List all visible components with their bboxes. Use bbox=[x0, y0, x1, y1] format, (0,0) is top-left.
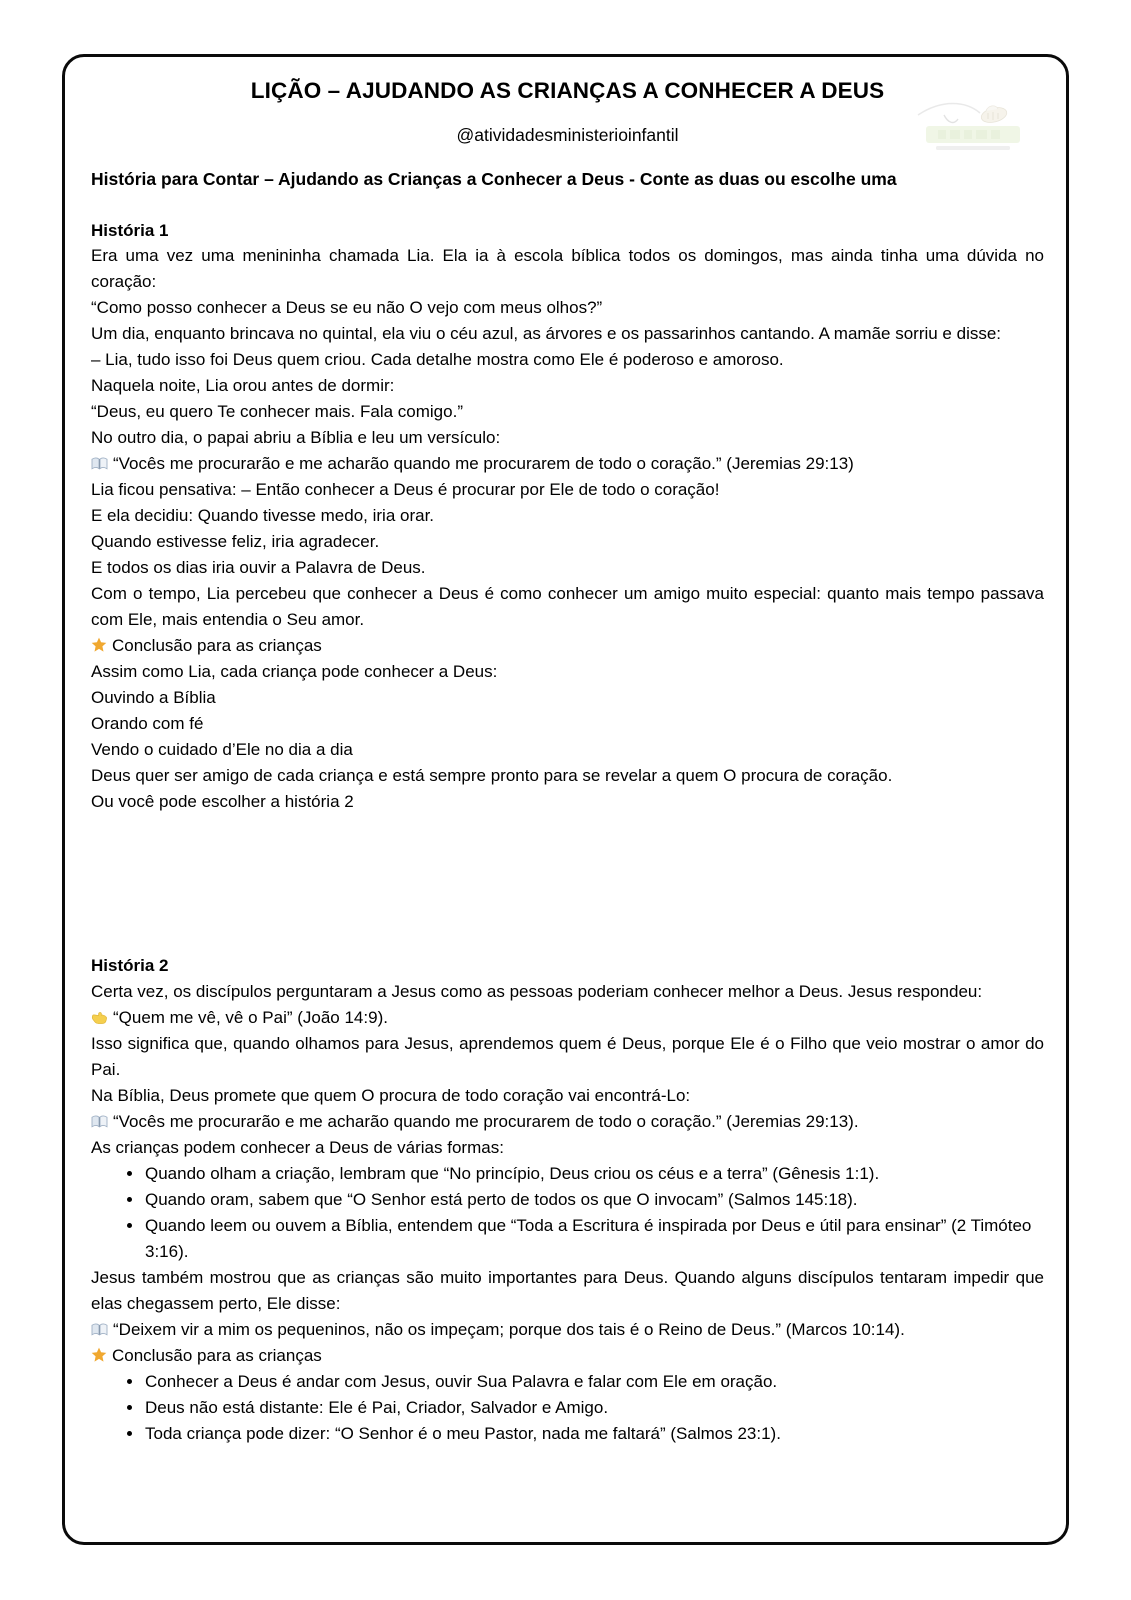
section-spacer bbox=[91, 815, 1044, 927]
story-1-conclusion-heading-line bbox=[91, 633, 1044, 659]
list-item: Deus não está distante: Ele é Pai, Criador, Salvador e Amigo. bbox=[125, 1395, 1044, 1421]
list-item: Quando olham a criação, lembram que “No princípio, Deus criou os céus e a terra” (Gênesis 1:1). bbox=[125, 1161, 1044, 1187]
story-1-line: E ela decidiu: Quando tivesse medo, iria orar. bbox=[91, 506, 435, 526]
story-2-conclusion-heading-line bbox=[91, 1343, 1044, 1369]
story-1-line: Um dia, enquanto brincava no quintal, ela viu o céu azul, as árvores e os passarinhos cantando. A mamãe sorriu e disse: bbox=[91, 324, 1002, 344]
verse-text: “Deixem vir a mim os pequeninos, não os impeçam; porque dos tais é o Reino de Deus.” (Marcos 10:14). bbox=[113, 1319, 905, 1339]
story-2-bible-verse-line bbox=[91, 1109, 1044, 1135]
verse-text: “Vocês me procurarão e me acharão quando me procurarem de todo o coração.” (Jeremias 29:13) bbox=[113, 454, 854, 474]
story-1-line: Naquela noite, Lia orou antes de dormir: bbox=[91, 376, 395, 396]
story-1-line: Com o tempo, Lia percebeu que conhecer a Deus é como conhecer um amigo muito especial: quanto mais tempo passava com Ele, mais entendia o Seu amor. bbox=[91, 584, 1044, 630]
star-icon bbox=[91, 1347, 107, 1363]
conclusion-heading-text: Conclusão para as crianças bbox=[112, 636, 322, 656]
list-item: Conhecer a Deus é andar com Jesus, ouvir Sua Palavra e falar com Ele em oração. bbox=[125, 1369, 1044, 1395]
story-1-conclusion-line: Deus quer ser amigo de cada criança e está sempre pronto para se revelar a quem O procura de coração. bbox=[91, 766, 893, 786]
story-1-heading: História 1 bbox=[91, 220, 169, 240]
document-page-border bbox=[62, 54, 1069, 1545]
story-2-ways-list bbox=[91, 1161, 1044, 1265]
story-1-line: “Como posso conhecer a Deus se eu não O vejo com meus olhos?” bbox=[91, 298, 603, 318]
list-item: Quando leem ou ouvem a Bíblia, entendem que “Toda a Escritura é inspirada por Deus e útil para ensinar” (2 Timóteo 3:16). bbox=[125, 1213, 1044, 1265]
story-1-conclusion-line: Ouvindo a Bíblia bbox=[91, 688, 216, 708]
story-1-conclusion-line: Ou você pode escolher a história 2 bbox=[91, 792, 354, 812]
story-1-line: – Lia, tudo isso foi Deus quem criou. Cada detalhe mostra como Ele é poderoso e amoroso. bbox=[91, 350, 784, 370]
open-book-icon bbox=[91, 456, 108, 471]
story-2-bible-verse-line bbox=[91, 1317, 1044, 1343]
story-1-line: Quando estivesse feliz, iria agradecer. bbox=[91, 532, 380, 552]
story-1-line: No outro dia, o papai abriu a Bíblia e leu um versículo: bbox=[91, 428, 501, 448]
story-1-line: “Deus, eu quero Te conhecer mais. Fala comigo.” bbox=[91, 402, 463, 422]
open-book-icon bbox=[91, 1322, 108, 1337]
story-1-conclusion-line: Vendo o cuidado d’Ele no dia a dia bbox=[91, 740, 353, 760]
open-book-icon bbox=[91, 1114, 108, 1129]
story-1-line: Era uma vez uma menininha chamada Lia. Ela ia à escola bíblica todos os domingos, mas ainda tinha uma dúvida no coração: bbox=[91, 246, 1044, 292]
pointing-right-hand-icon bbox=[91, 1010, 108, 1025]
story-1-line: Lia ficou pensativa: – Então conhecer a Deus é procurar por Ele de todo o coração! bbox=[91, 480, 720, 500]
story-1-bible-verse-line bbox=[91, 451, 1044, 477]
document-subtitle: História para Contar – Ajudando as Crianças a Conhecer a Deus - Conte as duas ou escolhe uma bbox=[91, 169, 897, 190]
story-2-intro: Certa vez, os discípulos perguntaram a Jesus como as pessoas poderiam conhecer melhor a Deus. Jesus respondeu: bbox=[91, 981, 983, 1001]
document-content bbox=[91, 69, 1044, 1532]
hand-quote-text: “Quem me vê, vê o Pai” (João 14:9). bbox=[113, 1007, 388, 1027]
story-2-hand-quote-line bbox=[91, 1005, 1044, 1031]
story-1-conclusion-line: Orando com fé bbox=[91, 714, 204, 734]
story-2-line: Na Bíblia, Deus promete que quem O procura de todo coração vai encontrá-Lo: bbox=[91, 1085, 691, 1105]
author-handle: @atividadesministerioinfantil bbox=[456, 125, 679, 146]
conclusion-heading-text: Conclusão para as crianças bbox=[112, 1345, 322, 1365]
page-title: LIÇÃO – AJUDANDO AS CRIANÇAS A CONHECER A DEUS bbox=[250, 78, 885, 103]
list-item: Toda criança pode dizer: “O Senhor é o meu Pastor, nada me faltará” (Salmos 23:1). bbox=[125, 1421, 1044, 1447]
story-1-line: E todos os dias iria ouvir a Palavra de Deus. bbox=[91, 558, 426, 578]
story-1-conclusion-line: Assim como Lia, cada criança pode conhecer a Deus: bbox=[91, 662, 498, 682]
list-item: Quando oram, sabem que “O Senhor está perto de todos os que O invocam” (Salmos 145:18). bbox=[125, 1187, 1044, 1213]
story-2-jesus-children: Jesus também mostrou que as crianças são muito importantes para Deus. Quando alguns discípulos tentaram impedir que elas chegassem perto, Ele disse: bbox=[91, 1267, 1044, 1313]
story-2-ways-intro: As crianças podem conhecer a Deus de várias formas: bbox=[91, 1137, 504, 1157]
star-icon bbox=[91, 637, 107, 653]
verse-text: “Vocês me procurarão e me acharão quando me procurarem de todo o coração.” (Jeremias 29:13). bbox=[113, 1111, 859, 1131]
story-2-line: Isso significa que, quando olhamos para Jesus, aprendemos quem é Deus, porque Ele é o Filho que veio mostrar o amor do Pai. bbox=[91, 1033, 1044, 1079]
story-2-conclusion-list bbox=[91, 1369, 1044, 1447]
story-2-heading: História 2 bbox=[91, 956, 169, 976]
